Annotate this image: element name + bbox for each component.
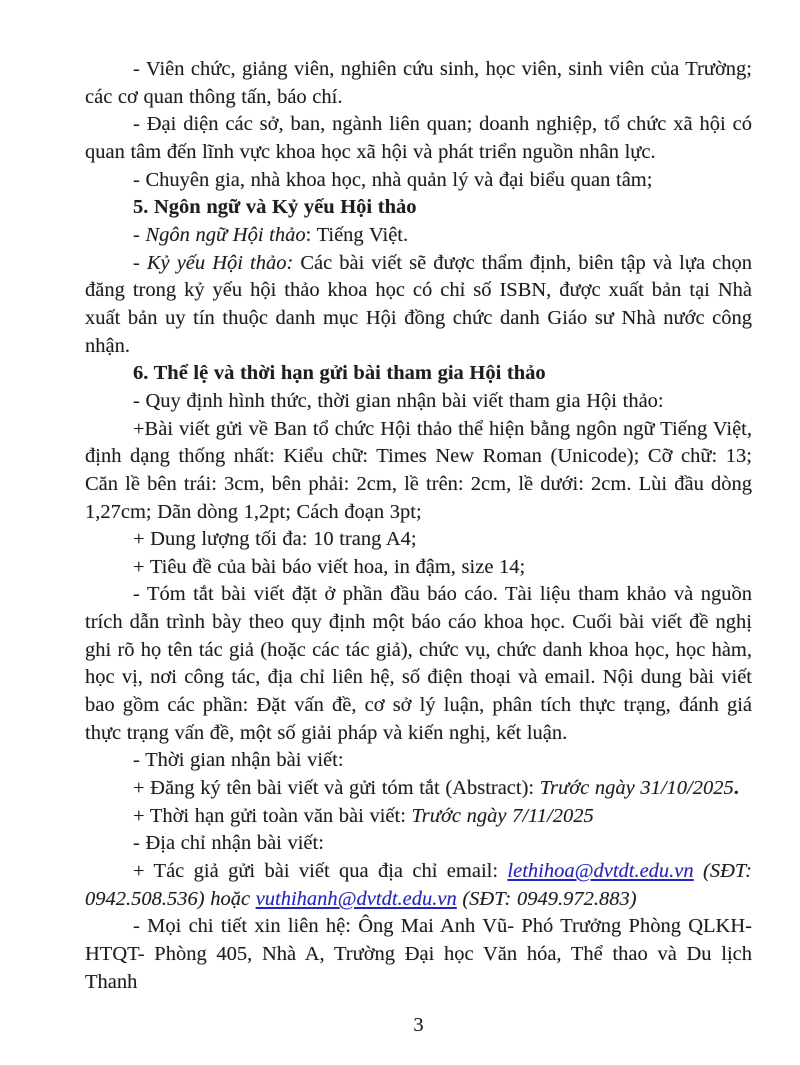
text-segment: Các bài viết sẽ được thẩm định, biên tập và lựa chọn đăng trong kỷ yếu hội thảo khoa học có chỉ số ISBN, được xuất bản tại Nhà xuất bản uy tín thuộc danh mục Hội đồng chức danh Giáo sư Nhà nước công nhận. <box>85 251 752 357</box>
deadline-fulltext-date: Trước ngày 7/11/2025 <box>411 804 594 827</box>
paragraph-abstract-rules <box>85 581 752 747</box>
paragraph-deadlines-intro <box>85 747 752 775</box>
text-segment: . <box>733 777 739 800</box>
text-segment: - Ngôn ngữ Hội thảo <box>133 223 306 246</box>
paragraph-max-length <box>85 526 752 554</box>
paragraph-abstract-deadline <box>85 775 752 803</box>
paragraph-proceedings <box>85 250 752 361</box>
phone-number-1: (SĐT: 0942.508.536) hoặc <box>85 860 753 910</box>
text-segment: + Tác giả gửi bài viết qua địa chỉ email: <box>133 860 508 883</box>
text-segment: + Dung lượng tối đa: 10 trang A4; <box>133 528 417 551</box>
email-link-lethihoa[interactable]: lethihoa@dvtdt.edu.vn <box>507 860 694 883</box>
text-segment: 6. Thể lệ và thời hạn gửi bài tham gia Hội thảo <box>133 362 546 385</box>
phone-number-2: (SĐT: 0949.972.883) <box>456 887 637 910</box>
paragraph-submission-address-intro <box>85 830 752 858</box>
paragraph-attendees-staff <box>85 56 752 111</box>
paragraph-title-format <box>85 554 752 582</box>
text-segment: + Tiêu đề của bài báo viết hoa, in đậm, size 14; <box>133 555 526 578</box>
text-segment: - Mọi chi tiết xin liên hệ: Ông Mai Anh Vũ- Phó Trưởng Phòng QLKH-HTQT- Phòng 405, Nhà A, Trường Đại học Văn hóa, Thể thao và Du lịch Thanh <box>85 915 752 993</box>
text-segment: - Chuyên gia, nhà khoa học, nhà quản lý và đại biểu quan tâm; <box>133 168 653 191</box>
section-5-heading <box>85 194 752 222</box>
text-segment: +Bài viết gửi về Ban tổ chức Hội thảo thể hiện bằng ngôn ngữ Tiếng Việt, định dạng thống nhất: Kiểu chữ: Times New Roman (Unicode); Cỡ chữ: 13; Căn lề bên trái: 3cm, bên phải: 2cm, lề trên: 2cm, lề dưới: 2cm. Lùi đầu dòng 1,27cm; Dãn dòng 1,2pt; Cách đoạn 3pt; <box>85 417 752 523</box>
text-segment: 5. Ngôn ngữ và Kỷ yếu Hội thảo <box>133 196 417 219</box>
text-segment: - Địa chỉ nhận bài viết: <box>133 832 324 855</box>
page-number: 3 <box>413 1014 424 1037</box>
paragraph-language <box>85 222 752 250</box>
paragraph-contact-person <box>85 913 752 996</box>
paragraph-attendees-agencies <box>85 111 752 166</box>
section-6-heading <box>85 360 752 388</box>
deadline-abstract-date: Trước ngày 31/10/2025 <box>539 777 734 800</box>
text-segment: + Thời hạn gửi toàn văn bài viết: <box>133 804 412 827</box>
text-segment: - Thời gian nhận bài viết: <box>133 749 344 772</box>
paragraph-format-rules <box>85 416 752 527</box>
text-segment: - Quy định hình thức, thời gian nhận bài viết tham gia Hội thảo: <box>133 389 664 412</box>
paragraph-format-intro <box>85 388 752 416</box>
text-segment: - Tóm tắt bài viết đặt ở phần đầu báo cáo. Tài liệu tham khảo và nguồn trích dẫn trình bày theo quy định một báo cáo khoa học. Cuối bài viết đề nghị ghi rõ họ tên tác giả (hoặc các tác giả), chức vụ, chức danh khoa học, học hàm, học vị, nơi công tác, địa chỉ liên hệ, số điện thoại và email. Nội dung bài viết bao gồm các phần: Đặt vấn đề, cơ sở lý luận, phân tích thực trạng, đánh giá thực trạng vấn đề, một số giải pháp và kiến nghị, kết luận. <box>85 583 752 744</box>
text-segment: - Kỷ yếu Hội thảo: <box>133 251 294 274</box>
paragraph-fulltext-deadline <box>85 803 752 831</box>
text-segment: - Đại diện các sở, ban, ngành liên quan; doanh nghiệp, tổ chức xã hội có quan tâm đến lĩnh vực khoa học xã hội và phát triển nguồn nhân lực. <box>85 113 752 163</box>
email-link-vuthihanh[interactable]: vuthihanh@dvtdt.edu.vn <box>255 887 457 910</box>
text-segment: : Tiếng Việt. <box>305 223 409 246</box>
text-segment: - Viên chức, giảng viên, nghiên cứu sinh, học viên, sinh viên của Trường; các cơ quan thông tấn, báo chí. <box>85 58 752 108</box>
paragraph-submission-emails <box>85 858 752 913</box>
text-segment: + Đăng ký tên bài viết và gửi tóm tắt (Abstract): <box>133 777 540 800</box>
paragraph-attendees-experts <box>85 167 752 195</box>
